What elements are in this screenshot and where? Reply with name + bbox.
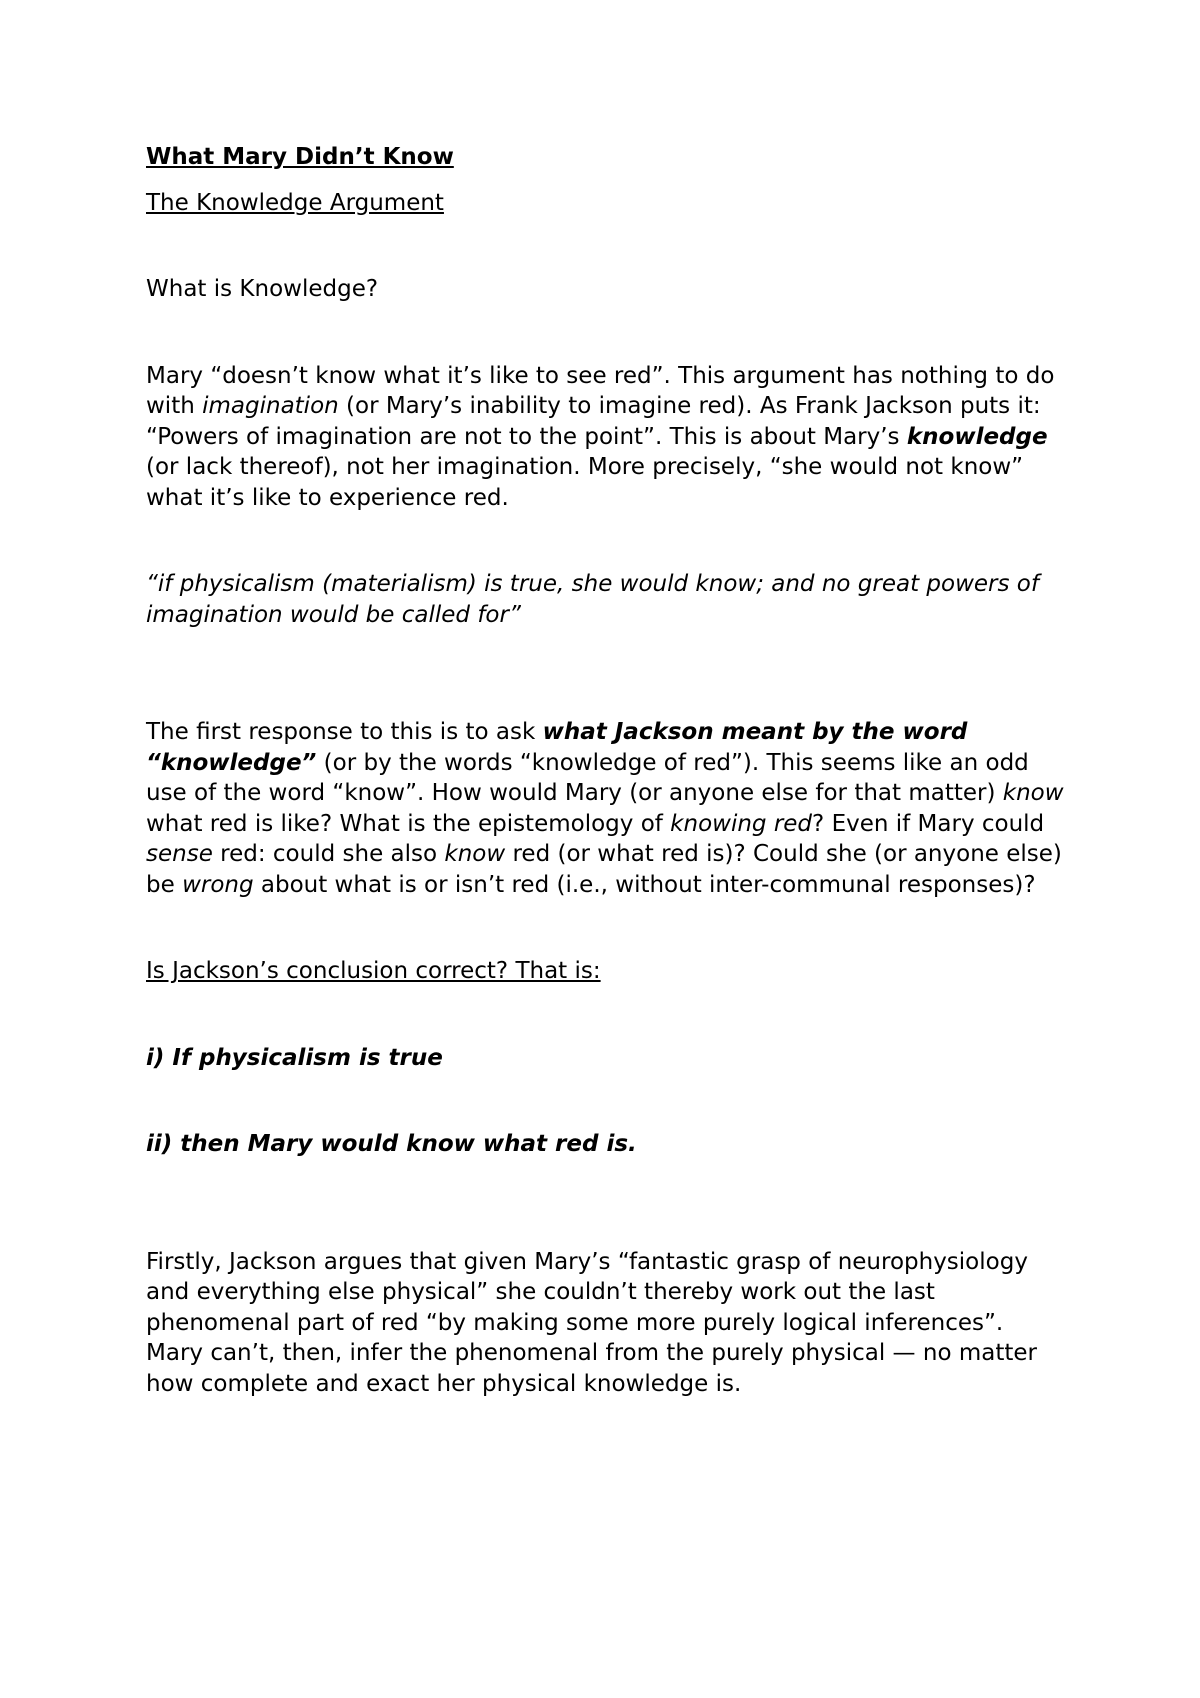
paragraph-2-knowing-red: knowing red: [670, 810, 813, 837]
document-title: What Mary Didn’t Know: [146, 144, 454, 170]
paragraph-2: [146, 717, 1066, 900]
paragraph-2-text-7: about what is or isn’t red (i.e., without inter-communal responses)?: [253, 871, 1036, 898]
document-subtitle: The Knowledge Argument: [146, 189, 444, 216]
paragraph-1-text-3: (or lack thereof), not her imagination. More precisely, “she would not know” what it’s like to experience red.: [146, 454, 1024, 511]
point-ii: ii) then Mary would know what red is.: [146, 1131, 637, 1157]
paragraph-2-emphasis: what Jackson meant by the word “knowledge”: [146, 719, 968, 776]
point-i: i) If physicalism is true: [146, 1044, 443, 1071]
document-body: [146, 142, 1066, 1399]
paragraph-2-text-5: red: could she also: [212, 841, 445, 867]
paragraph-1-text-2: (or Mary’s inability to imagine red). As Frank Jackson puts it: “Powers of imagination are not to the point”. This is about Mary’s: [146, 393, 1041, 450]
section-question: What is Knowledge?: [146, 276, 379, 302]
paragraph-1-knowledge: knowledge: [906, 423, 1048, 450]
paragraph-2-text-3: what red is like? What is the epistemology of: [146, 810, 671, 837]
paragraph-2-text-2: (or by the words “knowledge of red”). This seems like an odd use of the word “know”. How would Mary (or anyone else for that matter): [146, 749, 1029, 806]
paragraph-2-text-6: red (or what red is)? Could she (or anyone else) be: [146, 841, 1062, 898]
paragraph-2-know-2: know: [444, 841, 506, 867]
paragraph-1-text-1: Mary “doesn’t know what it’s like to see red”. This argument has nothing to do with: [146, 362, 1055, 419]
paragraph-2-text-1: The first response to this is to ask: [146, 719, 543, 745]
paragraph-1-imagination: imagination: [202, 393, 339, 419]
paragraph-2-text-4: ? Even if Mary could: [812, 810, 1045, 837]
paragraph-1: [146, 361, 1066, 514]
conclusion-heading: Is Jackson’s conclusion correct? That is:: [146, 958, 601, 984]
paragraph-3: Firstly, Jackson argues that given Mary’s “fantastic grasp of neurophysiology and everything else physical” she couldn’t thereby work out the last phenomenal part of red “by making some more purely logical inferences”. Mary can’t, then, infer the phenomenal from the purely physical — no matter how complete and exact her physical knowledge is.: [146, 1248, 1037, 1397]
paragraph-2-sense: sense: [146, 841, 213, 867]
paragraph-2-wrong: wrong: [182, 871, 254, 898]
quote: “if physicalism (materialism) is true, she would know; and no great powers of imagination would be called for”: [146, 571, 1039, 628]
paragraph-2-know: know: [1002, 780, 1064, 806]
